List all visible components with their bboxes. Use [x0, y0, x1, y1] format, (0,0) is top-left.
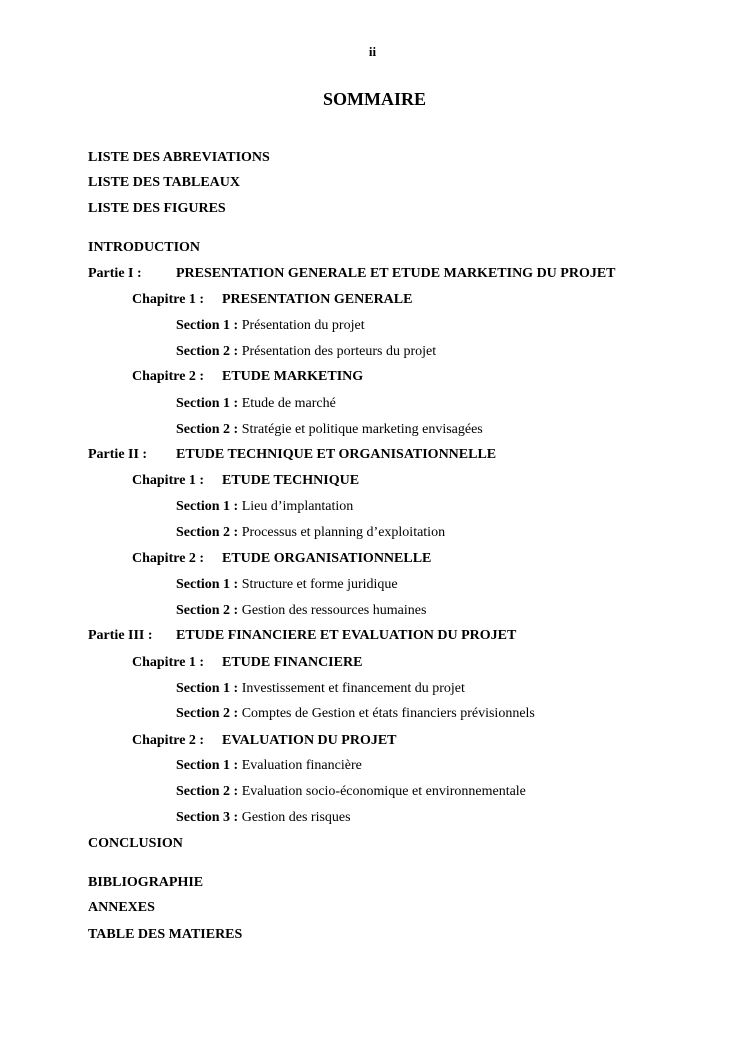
- toc-section[interactable]: [176, 680, 465, 698]
- toc-section[interactable]: [176, 317, 365, 335]
- chapter-title: ETUDE TECHNIQUE: [222, 473, 360, 488]
- page-title: SOMMAIRE: [323, 89, 426, 109]
- toc-chapter[interactable]: [132, 472, 359, 490]
- toc-item-conclusion[interactable]: CONCLUSION: [88, 836, 183, 851]
- part-title: PRESENTATION GENERALE ET ETUDE MARKETING DU PROJET: [176, 266, 616, 281]
- section-title: Stratégie et politique marketing envisagées: [241, 422, 483, 437]
- toc-item-bibliography[interactable]: BIBLIOGRAPHIE: [88, 875, 204, 890]
- section-title: Gestion des ressources humaines: [241, 603, 427, 618]
- section-title: Etude de marché: [241, 396, 336, 411]
- toc-section[interactable]: [176, 576, 398, 594]
- page-number: ii: [368, 44, 377, 59]
- toc-section[interactable]: [176, 809, 351, 827]
- part-label: Partie I :: [88, 266, 142, 281]
- chapter-title: ETUDE MARKETING: [222, 369, 364, 384]
- section-label: Section 1 :: [176, 577, 239, 592]
- chapter-label: Chapitre 1 :: [132, 292, 205, 307]
- part-label: Partie III :: [88, 628, 153, 643]
- toc-chapter[interactable]: [132, 654, 362, 672]
- section-label: Section 1 :: [176, 681, 239, 696]
- section-label: Section 2 :: [176, 525, 239, 540]
- section-title: Présentation des porteurs du projet: [241, 344, 437, 359]
- chapter-label: Chapitre 2 :: [132, 733, 205, 748]
- toc-item-introduction[interactable]: INTRODUCTION: [88, 240, 201, 255]
- section-title: Processus et planning d’exploitation: [241, 525, 446, 540]
- toc-part[interactable]: [88, 627, 516, 645]
- section-label: Section 2 :: [176, 784, 239, 799]
- chapter-title: ETUDE ORGANISATIONNELLE: [222, 551, 432, 566]
- toc-section[interactable]: [176, 421, 483, 439]
- toc-section[interactable]: [176, 705, 535, 723]
- toc-item-tables[interactable]: LISTE DES TABLEAUX: [88, 175, 240, 190]
- toc-item-figures[interactable]: LISTE DES FIGURES: [88, 201, 226, 216]
- toc-chapter[interactable]: [132, 550, 431, 568]
- section-title: Gestion des risques: [241, 810, 351, 825]
- part-title: ETUDE FINANCIERE ET EVALUATION DU PROJET: [176, 628, 517, 643]
- section-title: Evaluation financière: [241, 758, 362, 773]
- chapter-label: Chapitre 2 :: [132, 551, 205, 566]
- chapter-label: Chapitre 1 :: [132, 655, 205, 670]
- toc-chapter[interactable]: [132, 291, 412, 309]
- toc-section[interactable]: [176, 395, 336, 413]
- section-label: Section 1 :: [176, 499, 239, 514]
- part-title: ETUDE TECHNIQUE ET ORGANISATIONNELLE: [176, 447, 497, 462]
- chapter-label: Chapitre 1 :: [132, 473, 205, 488]
- toc-section[interactable]: [176, 343, 436, 361]
- toc-section[interactable]: [176, 783, 526, 801]
- toc-section[interactable]: [176, 524, 445, 542]
- section-title: Présentation du projet: [241, 318, 365, 333]
- section-label: Section 1 :: [176, 396, 239, 411]
- chapter-title: PRESENTATION GENERALE: [222, 292, 413, 307]
- toc-part[interactable]: [88, 265, 616, 283]
- section-label: Section 1 :: [176, 318, 239, 333]
- toc-item-table-of-contents[interactable]: TABLE DES MATIERES: [88, 927, 243, 942]
- section-label: Section 2 :: [176, 603, 239, 618]
- part-label: Partie II :: [88, 447, 148, 462]
- section-title: Investissement et financement du projet: [241, 681, 465, 696]
- toc-part[interactable]: [88, 446, 496, 464]
- section-label: Section 2 :: [176, 422, 239, 437]
- section-title: Evaluation socio-économique et environnementale: [241, 784, 526, 799]
- toc-chapter[interactable]: [132, 368, 363, 386]
- chapter-label: Chapitre 2 :: [132, 369, 205, 384]
- section-title: Lieu d’implantation: [241, 499, 354, 514]
- section-label: Section 3 :: [176, 810, 239, 825]
- toc-item-annexes[interactable]: ANNEXES: [88, 900, 155, 915]
- section-title: Structure et forme juridique: [241, 577, 398, 592]
- section-label: Section 2 :: [176, 344, 239, 359]
- chapter-title: EVALUATION DU PROJET: [222, 733, 397, 748]
- toc-section[interactable]: [176, 498, 353, 516]
- section-title: Comptes de Gestion et états financiers prévisionnels: [241, 706, 535, 721]
- toc-chapter[interactable]: [132, 732, 397, 750]
- toc-item-abbreviations[interactable]: LISTE DES ABREVIATIONS: [88, 150, 270, 165]
- chapter-title: ETUDE FINANCIERE: [222, 655, 363, 670]
- toc-section[interactable]: [176, 757, 362, 775]
- section-label: Section 2 :: [176, 706, 239, 721]
- toc-section[interactable]: [176, 602, 426, 620]
- section-label: Section 1 :: [176, 758, 239, 773]
